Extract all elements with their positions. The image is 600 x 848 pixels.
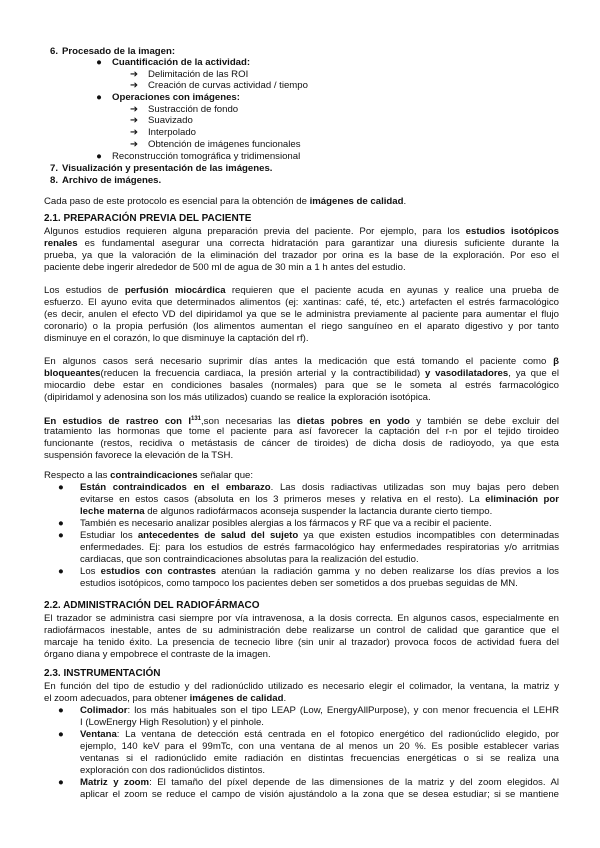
text-line: coronario) o la propia perfusión (los alimentos aumentan el riego sanguíneo en el aparato digestivo y por tanto <box>44 321 559 332</box>
text-line: esfuerzo. El ayuno evita que determinados alimentos (ej: xantinas: café, té, etc.) artefacten el estrés farmacológico <box>44 297 559 308</box>
text-line: funcionante (restos, recidiva o metástasis de cáncer de tiroides) de dicha dosis de radioyodo, ya que esta <box>44 438 559 449</box>
arrow-icon: ➔ <box>130 139 139 150</box>
text-line: bloqueantes(reducen la frecuencia cardiaca, la presión arterial y la contractibilidad) y vasodilatadores, ya que el <box>44 368 559 379</box>
text-line: renales es fundamental asegurar una correcta hidratación para garantizar una diuresis suficiente durante la <box>44 238 559 249</box>
arrow-icon: ➔ <box>130 104 139 115</box>
section-heading-2-2: 2.2. ADMINISTRACIÓN DEL RADIOFÁRMACO <box>44 600 260 611</box>
text-line: En función del tipo de estudio y del radionúclido utilizado es necesario elegir el colimador, la ventana, la matriz y <box>44 681 559 692</box>
list-item-line: evitarse en estos casos (absoluta en los 3 primeros meses y relativa en el resto). La eliminación por <box>80 494 559 505</box>
text-line: El trazador se administra casi siempre por vía intravenosa, a la dosis correcta. En algunos casos, especialmente en <box>44 613 559 624</box>
outline-reconstruccion: ● Reconstrucción tomográfica y tridimensional <box>94 151 300 162</box>
text-line: En algunos casos será necesario suprimir días antes la medicación que está tomando el paciente como β <box>44 356 559 367</box>
text-line: disminuye en el corazón, lo que disminuye la captación del rf). <box>44 333 309 344</box>
outline-cuantificacion: ● Cuantificación de la actividad: <box>94 57 250 68</box>
list-item-line: I (LowEnergy High Resolution) y el pinhole. <box>80 717 264 728</box>
outline-subitem: ➔ Suavizado <box>130 115 193 126</box>
text-line: Algunos estudios requieren alguna preparación previa del paciente. Por ejemplo, para los estudios isotópicos <box>44 226 559 237</box>
bullet-icon: ● <box>58 530 64 541</box>
section-heading-2-1: 2.1. PREPARACIÓN PREVIA DEL PACIENTE <box>44 213 252 224</box>
arrow-icon: ➔ <box>130 80 139 91</box>
text-line: radiofármacos inestable, antes de su administración debe realizarse un control de calidad que garantice que el <box>44 625 559 636</box>
bullet-icon: ● <box>58 566 64 577</box>
list-item: Estudiar los antecedentes de salud del sujeto ya que existen estudios incompatibles con determinadas <box>80 530 560 541</box>
outline-operaciones: ● Operaciones con imágenes: <box>94 92 240 103</box>
arrow-icon: ➔ <box>130 127 139 138</box>
text-line: miocardio debe estar en condiciones basales (normales) para que se le someta al estrés farmacológico <box>44 380 559 391</box>
list-item-line: estudios isotópicos, como tampoco los pacientes deben ser sometidos a dos pruebas seguidas de MN. <box>80 578 518 589</box>
list-item: Están contraindicados en el embarazo. Las dosis radiactivas utilizadas son muy bajas pero deben <box>80 482 559 493</box>
bullet-icon: ● <box>58 518 64 529</box>
bullet-icon: ● <box>58 777 64 788</box>
list-item-line: aplicar el zoom se reduce el campo de visión ajustándolo a la zona que se desea estudiar; si se mantiene <box>80 789 559 800</box>
text-line: marcaje ha tenido éxito. La presencia de tecnecio libre (sin unir al trazador) provoca focos de actividad fuera del <box>44 637 559 648</box>
outline-subitem: ➔ Interpolado <box>130 127 197 138</box>
bullet-icon: ● <box>58 729 64 740</box>
section-heading-2-3: 2.3. INSTRUMENTACIÓN <box>44 668 161 679</box>
text-line: Los estudios de perfusión miocárdica requieren que el paciente acuda en ayunas y realice una prueba de <box>44 285 560 296</box>
bullet-icon: ● <box>58 705 64 716</box>
list-item-line: exploración con dos radionúclidos distintos. <box>80 765 266 776</box>
list-item: Colimador: los más habituales son el tipo LEAP (Low, EnergyAllPurpose), y con menor frecuencia el LEHR <box>80 705 559 716</box>
list-item: Los estudios con contrastes atenúan la radiación gamma y no deben realizarse los días previos a los <box>80 566 559 577</box>
text-line: órgano diana y empobrece el contraste de la imagen. <box>44 649 271 660</box>
bullet-icon: ● <box>58 482 64 493</box>
text-line: tratamiento las hormonas que tome el paciente para así favorecer la captación del r-n por el tejido tiroideo <box>44 426 559 437</box>
outline-item-6: 6. Procesado de la imagen: <box>49 46 176 57</box>
arrow-icon: ➔ <box>130 69 139 80</box>
bullet-icon: ● <box>96 151 102 162</box>
text-line: suspensión favorece la elevación de la TSH. <box>44 450 234 461</box>
text-line: En estudios de rastreo con $I^{131},son$ necesarias las dietas pobres en yodo y también se debe excluir del <box>44 416 559 428</box>
list-item-line: ejemplo, 140 keV para el 99mTc, con una ventana de al menos un 20 %. Es posible establecer varias <box>80 741 559 752</box>
list-item: Ventana: La ventana de detección está centrada en el fotopico energético del radionúclido elegido, por <box>80 729 559 740</box>
outline-item-7: 7. Visualización y presentación de las imágenes. <box>49 163 273 174</box>
text-line: Respecto a las contraindicaciones señalar que: <box>44 470 254 481</box>
outline-subitem: ➔ Delimitación de las ROI <box>130 69 249 80</box>
outline-subitem: ➔ Obtención de imágenes funcionales <box>130 139 301 150</box>
text-line: paciente debe ingerir alrededor de 500 ml de agua de 30 min a 1 h antes del estudio. <box>44 262 406 273</box>
text-line: el zoom adecuados, para obtener imágenes de calidad. <box>44 693 287 704</box>
list-item-line: cardiacas, que son contraindicaciones absolutas para la realización del estudio. <box>80 554 419 565</box>
list-item-line: leche materna de algunos radiofármacos aconseja suspender la lactancia durante cierto tiempo. <box>80 506 493 517</box>
text-line: prueba, ya que la valoración de la eliminación del trazador por orina es la base de la exploración. Por eso el <box>44 250 559 261</box>
list-item-line: ventanas si el radionúclido emite radiación en distintas frecuencias energéticas o si se realiza una <box>80 753 559 764</box>
list-item: También es necesario analizar posibles alergias a los fármacos y RF que va a recibir el paciente. <box>80 518 492 529</box>
arrow-icon: ➔ <box>130 115 139 126</box>
bullet-icon: ● <box>96 57 102 68</box>
outline-item-8: 8. Archivo de imágenes. <box>49 175 162 186</box>
list-item: Matriz y zoom: El tamaño del píxel depende de las dimensiones de la matriz y del zoom elegidos. Al <box>80 777 559 788</box>
outline-subitem: ➔ Creación de curvas actividad / tiempo <box>130 80 308 91</box>
bullet-icon: ● <box>96 92 102 103</box>
text-line: (dipiridamol y adenosina son los más utilizados) cuando se realice la exploración isotópica. <box>44 392 431 403</box>
closing-sentence: Cada paso de este protocolo es esencial para la obtención de imágenes de calidad. <box>44 196 407 207</box>
text-line: (es decir, anulen el efecto VD del dipiridamol ya que se le administra previamente al paciente para aumentar el flujo <box>44 309 559 320</box>
list-item-line: enfermedades. Ej: para los estudios de estrés farmacológico hay enfermedades respiratorias y/o arritmias <box>80 542 559 553</box>
outline-subitem: ➔ Sustracción de fondo <box>130 104 239 115</box>
